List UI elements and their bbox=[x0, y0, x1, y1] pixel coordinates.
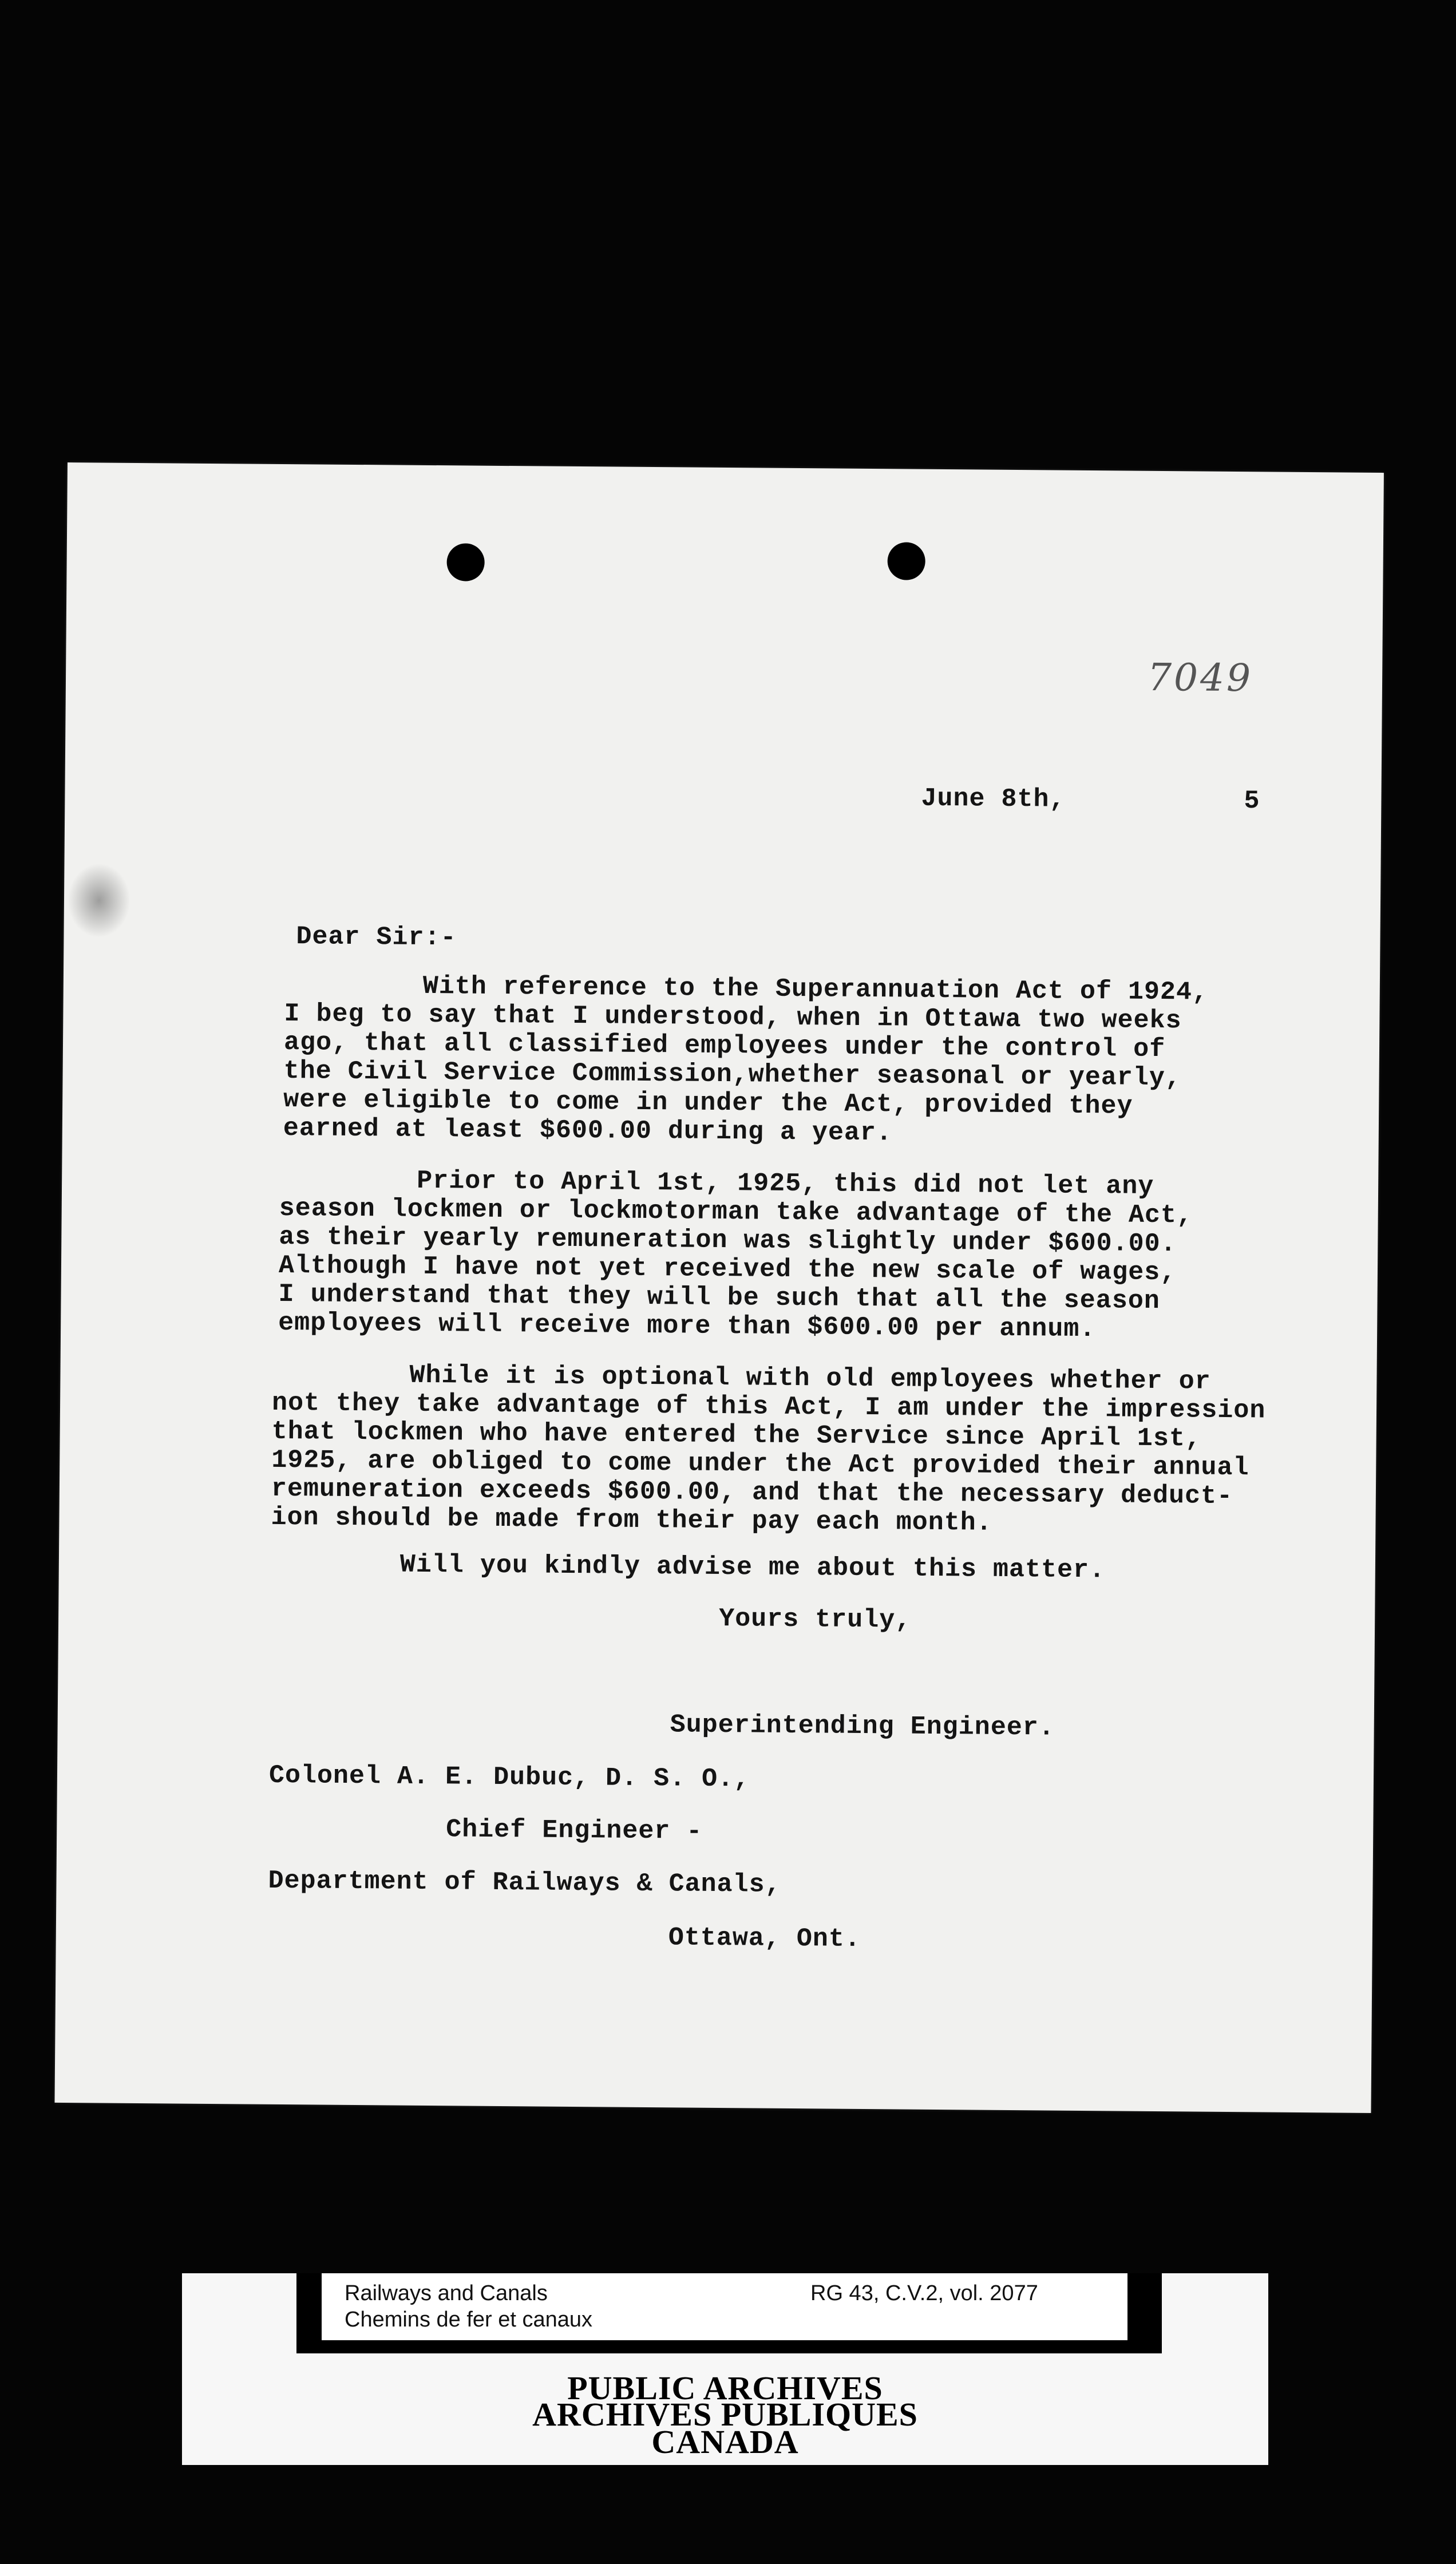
institution-line-2: ARCHIVES PUBLIQUES bbox=[532, 2396, 918, 2433]
paragraph-3-line-3: that lockmen who have entered the Service since April 1st, bbox=[271, 1416, 1202, 1454]
paragraph-1-line-2: I beg to say that I understood, when in Ottawa two weeks bbox=[284, 999, 1182, 1036]
salutation: Dear Sir:- bbox=[296, 922, 457, 953]
paragraph-2-line-3: as their yearly remuneration was slightly under $600.00. bbox=[279, 1222, 1177, 1259]
paragraph-2-line-6: employees will receive more than $600.00 per annum. bbox=[278, 1308, 1096, 1344]
paragraph-3-line-6: ion should be made from their pay each month. bbox=[271, 1502, 992, 1538]
label-reference-box bbox=[322, 2273, 1127, 2340]
paragraph-2-line-2: season lockmen or lockmotorman take advantage of the Act, bbox=[279, 1193, 1193, 1230]
paragraph-1-line-4: the Civil Service Commission,whether seasonal or yearly, bbox=[283, 1056, 1182, 1093]
paragraph-2-line-4: Although I have not yet received the new scale of wages, bbox=[278, 1251, 1177, 1288]
paragraph-1-line-3: ago, that all classified employees under the control of bbox=[283, 1028, 1166, 1065]
punch-hole-right bbox=[887, 542, 925, 580]
institution-line-1: PUBLIC ARCHIVES bbox=[567, 2369, 883, 2407]
addressee-title: Chief Engineer - bbox=[446, 1815, 703, 1846]
addressee-department: Department of Railways & Canals, bbox=[268, 1866, 781, 1900]
request-line: Will you kindly advise me about this matter. bbox=[399, 1550, 1106, 1585]
closing: Yours truly, bbox=[718, 1604, 912, 1635]
paragraph-1-line-6: earned at least $600.00 during a year. bbox=[283, 1113, 893, 1148]
paragraph-2-line-5: I understand that they will be such that all the season bbox=[278, 1279, 1160, 1316]
paragraph-3-line-5: remuneration exceeds $600.00, and that the necessary deduct- bbox=[271, 1474, 1233, 1512]
paragraph-1-line-1: With reference to the Superannuation Act of 1924, bbox=[422, 971, 1209, 1007]
signature-title: Superintending Engineer. bbox=[670, 1710, 1055, 1743]
paragraph-1-line-5: were eligible to come in under the Act, provided they bbox=[283, 1085, 1133, 1121]
series-english: Railways and Canals bbox=[345, 2281, 548, 2305]
paragraph-3-line-1: While it is optional with old employees whether or bbox=[409, 1360, 1211, 1396]
archive-label bbox=[182, 2273, 1268, 2465]
letter-sheet bbox=[54, 462, 1383, 2113]
addressee-city: Ottawa, Ont. bbox=[668, 1923, 861, 1954]
ink-smudge bbox=[67, 863, 130, 938]
archive-reference: RG 43, C.V.2, vol. 2077 bbox=[810, 2281, 1038, 2305]
series-french: Chemins de fer et canaux bbox=[345, 2308, 593, 2332]
letter-date: June 8th, bbox=[921, 784, 1066, 814]
paragraph-2-line-1: Prior to April 1st, 1925, this did not let any bbox=[416, 1166, 1154, 1201]
institution-line-3: CANADA bbox=[651, 2423, 799, 2460]
addressee-name: Colonel A. E. Dubuc, D. S. O., bbox=[268, 1760, 750, 1794]
paragraph-3-line-2: not they take advantage of this Act, I am under the impression bbox=[271, 1388, 1266, 1426]
paragraph-3-line-4: 1925, are obliged to come under the Act provided their annual bbox=[271, 1445, 1249, 1483]
year-digit: 5 bbox=[1244, 786, 1260, 816]
punch-hole-left bbox=[446, 543, 485, 581]
file-number-mark: 7049 bbox=[1147, 655, 1253, 701]
bleed-through-text bbox=[232, 492, 931, 808]
